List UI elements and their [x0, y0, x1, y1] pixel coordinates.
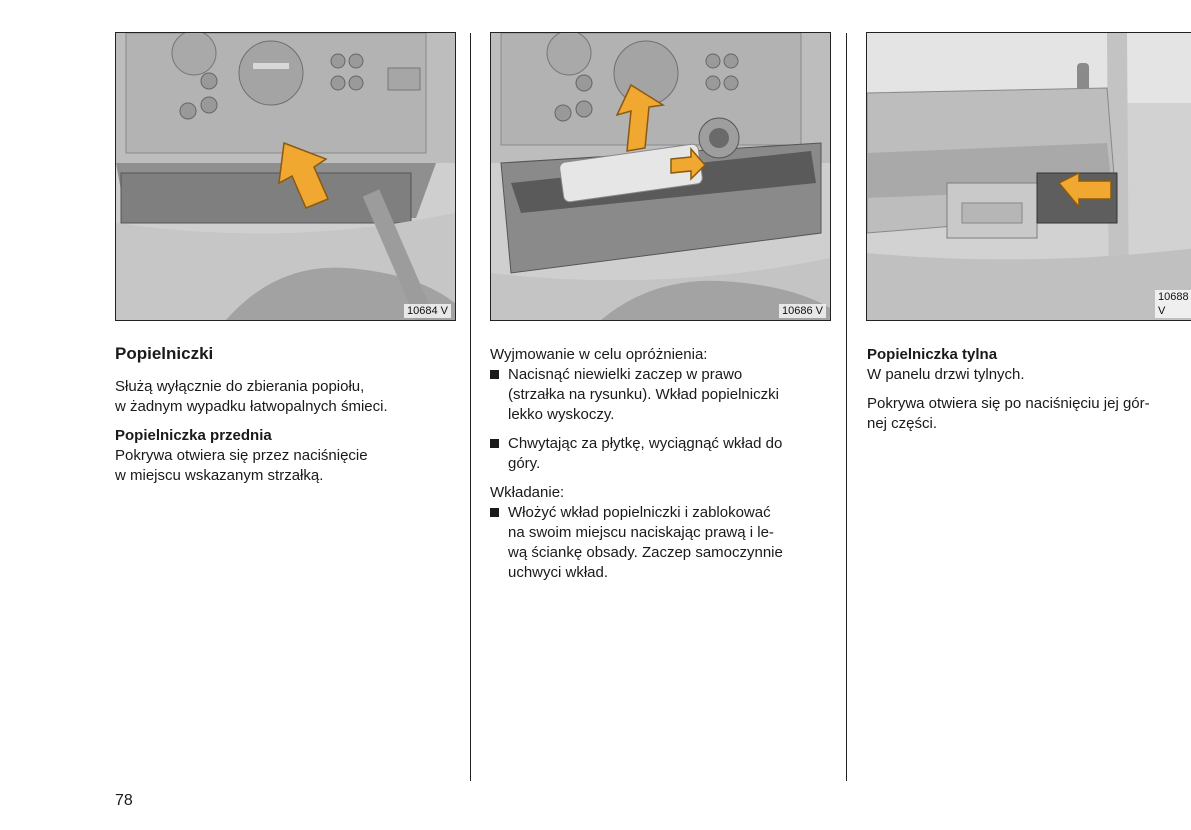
figure-code: 10684 V [404, 304, 451, 318]
figure-code: 10688 V [1155, 290, 1191, 318]
subheading-front: Popielniczka przednia [115, 427, 272, 444]
ashtray-insert-removal-photo [490, 32, 831, 321]
body-line-2: w miejscu wskazanym strzałką. [115, 467, 324, 484]
column-divider-left [470, 33, 471, 781]
list-item: Chwytając za płytkę, wyciągnąć wkład do góry. [490, 434, 835, 474]
left-column-text [115, 344, 455, 486]
intro-line-1: Służą wyłącznie do zbierania popiołu, [115, 378, 365, 395]
rear-body-line-1: Pokrywa otwiera się po naciśnięciu jej gór- [867, 395, 1150, 412]
figure-code: 10686 V [779, 304, 826, 318]
rear-ashtray-photo [866, 32, 1191, 321]
right-column-text [867, 345, 1187, 434]
removal-title: Wyjmowanie w celu opróżnienia: [490, 346, 708, 363]
ashtray-insert-illustration [491, 33, 830, 320]
bullet-square-icon [490, 508, 499, 517]
front-ashtray-illustration [116, 33, 455, 320]
bullet-square-icon [490, 439, 499, 448]
column-divider-right [846, 33, 847, 781]
intro-line-2: w żadnym wypadku łatwopalnych śmieci. [115, 398, 388, 415]
middle-column-text [490, 345, 835, 583]
list-item: Włożyć wkład popielniczki i zablokować na swoim miejscu naciskając prawą i le- wą ściankę obsady. Zaczep samoczynnie uchwyci wkład. [490, 503, 835, 583]
bullet-square-icon [490, 370, 499, 379]
front-ashtray-photo [115, 32, 456, 321]
rear-body-line-2: nej części. [867, 415, 938, 432]
subheading-rear: Popielniczka tylna [867, 346, 998, 363]
list-item: Nacisnąć niewielki zaczep w prawo (strzałka na rysunku). Wkład popielniczki lekko wyskoczy. [490, 365, 835, 425]
body-line-1: Pokrywa otwiera się przez naciśnięcie [115, 447, 368, 464]
page-number: 78 [115, 792, 133, 809]
insert-title: Wkładanie: [490, 484, 565, 501]
rear-ashtray-illustration [867, 33, 1191, 320]
rear-line-1: W panelu drzwi tylnych. [867, 366, 1025, 383]
section-heading: Popielniczki [115, 344, 214, 363]
